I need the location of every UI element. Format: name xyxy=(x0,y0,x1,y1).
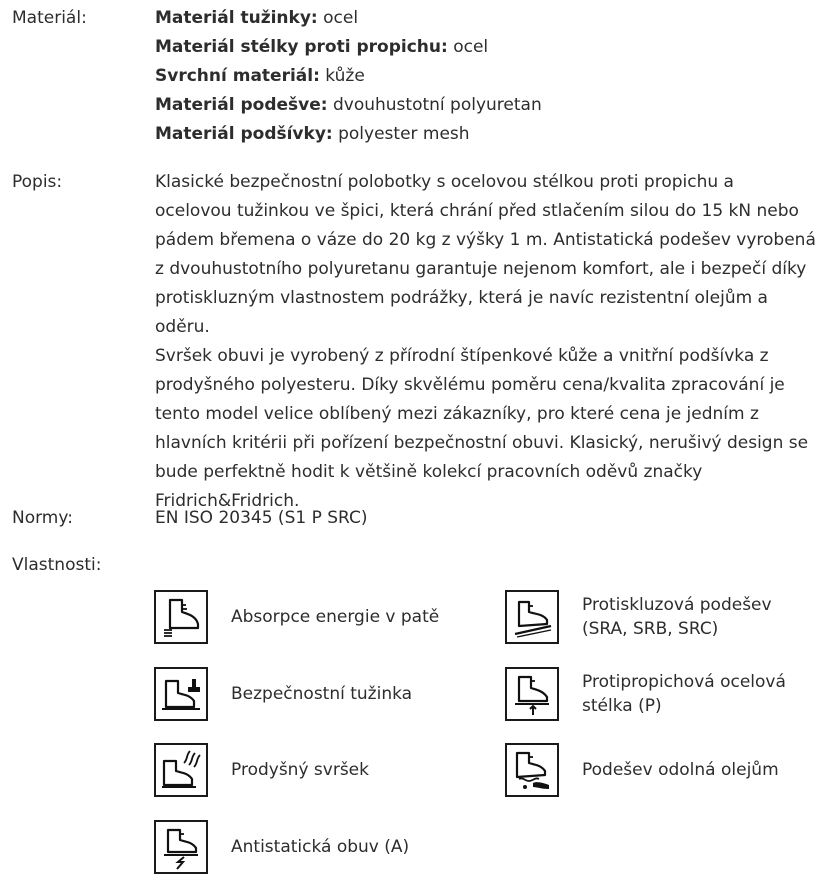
feature-label-line: Bezpečnostní tužinka xyxy=(231,684,413,704)
properties-label: Vlastnosti: xyxy=(12,555,102,575)
material-item xyxy=(155,91,542,120)
description-line: ocelovou tužinkou ve špici, která chrání před stlačením silou do 15 kN nebo xyxy=(155,201,799,221)
material-item-key: Materiál tužinky: xyxy=(155,8,318,28)
properties-section xyxy=(12,551,212,581)
description-text xyxy=(155,168,823,516)
material-section xyxy=(12,4,812,154)
norms-label: Normy: xyxy=(12,508,73,528)
boot-penetration-icon xyxy=(505,667,559,721)
feature-breathable xyxy=(154,743,369,797)
material-item xyxy=(155,62,542,91)
material-item-value: dvouhustotní polyuretan xyxy=(327,95,542,115)
feature-label xyxy=(231,758,369,782)
description-line: tento model velice oblíbený mezi zákazníky, pro které cena je jedním z xyxy=(155,404,759,424)
feature-label-line: Protipropichová ocelová xyxy=(582,672,786,692)
boot-toecap-icon xyxy=(154,667,208,721)
description-line: Klasické bezpečnostní polobotky s ocelovou stélkou proti propichu a xyxy=(155,172,734,192)
description-line: hlavních kritérii při pořízení bezpečnostní obuvi. Klasický, nerušivý design se xyxy=(155,433,809,453)
material-item-key: Materiál podšívky: xyxy=(155,124,333,144)
description-line: z dvouhustotního polyuretanu garantuje nejenom komfort, ale i bezpečí díky xyxy=(155,259,807,279)
material-item-key: Svrchní materiál: xyxy=(155,66,320,86)
feature-toecap xyxy=(154,667,412,721)
feature-label xyxy=(231,835,409,859)
material-item-value: polyester mesh xyxy=(332,124,470,144)
material-item xyxy=(155,120,542,149)
feature-label xyxy=(582,670,786,718)
boot-slip-resistant-icon xyxy=(505,590,559,644)
feature-slip-resistant xyxy=(505,590,772,644)
material-item-key: Materiál podešve: xyxy=(155,95,328,115)
boot-breathable-icon xyxy=(154,743,208,797)
feature-label-line: Prodyšný svršek xyxy=(231,760,369,780)
description-line: bude perfektně hodit k většině kolekcí pracovních oděvů značky xyxy=(155,462,703,482)
description-line: Svršek obuvi je vyrobený z přírodní štípenkové kůže a vnitřní podšívka z xyxy=(155,346,769,366)
feature-label xyxy=(231,605,439,629)
material-item-value: kůže xyxy=(319,66,365,86)
feature-label-line: Antistatická obuv (A) xyxy=(231,837,410,857)
material-item xyxy=(155,33,542,62)
description-line: pádem břemena o váze do 20 kg z výšky 1 m. Antistatická podešev vyrobená xyxy=(155,230,816,250)
material-item xyxy=(155,4,542,33)
material-label: Materiál: xyxy=(12,8,87,28)
feature-antistatic xyxy=(154,820,409,874)
description-line: protiskluzným vlastnostem podrážky, která je navíc rezistentní olejům a oděru. xyxy=(155,288,768,337)
material-item-value: ocel xyxy=(317,8,359,28)
feature-oil-resistant xyxy=(505,743,779,797)
description-line: prodyšného polyesteru. Díky skvělému poměru cena/kvalita zpracování je xyxy=(155,375,785,395)
feature-label-line: stélka (P) xyxy=(582,696,662,716)
feature-label xyxy=(231,682,412,706)
feature-label xyxy=(582,758,779,782)
feature-penetration xyxy=(505,667,786,721)
material-item-key: Materiál stélky proti propichu: xyxy=(155,37,448,57)
norms-value: EN ISO 20345 (S1 P SRC) xyxy=(155,508,368,528)
description-label: Popis: xyxy=(12,172,63,192)
boot-energy-absorption-icon xyxy=(154,590,208,644)
boot-oil-resistant-icon xyxy=(505,743,559,797)
boot-antistatic-icon xyxy=(154,820,208,874)
description-line: Fridrich&Fridrich. xyxy=(155,491,300,511)
material-list xyxy=(155,4,542,149)
feature-label xyxy=(582,593,772,641)
feature-label-line: Absorpce energie v patě xyxy=(231,607,440,627)
feature-label-line: (SRA, SRB, SRC) xyxy=(582,619,719,639)
feature-label-line: Podešev odolná olejům xyxy=(582,760,779,780)
norms-section xyxy=(12,504,812,534)
feature-energy-absorption xyxy=(154,590,439,644)
description-section xyxy=(12,168,824,511)
feature-label-line: Protiskluzová podešev xyxy=(582,595,772,615)
material-item-value: ocel xyxy=(447,37,489,57)
